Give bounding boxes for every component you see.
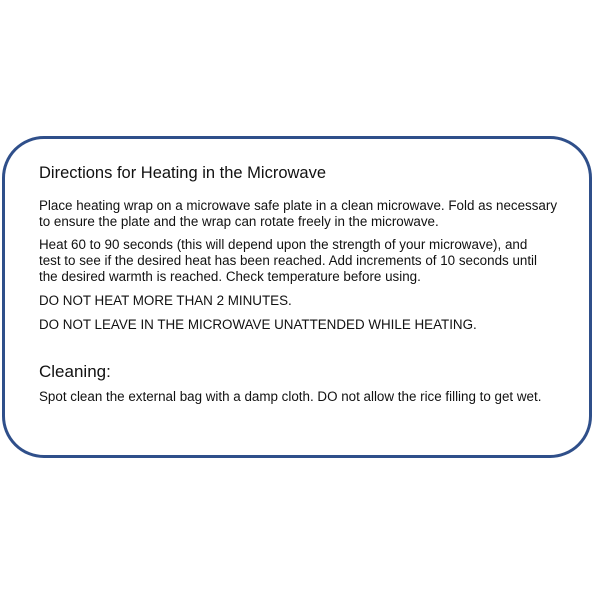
cleaning-title: Cleaning:: [39, 362, 111, 381]
warning-unattended: DO NOT LEAVE IN THE MICROWAVE UNATTENDED WHILE HEATING.: [39, 317, 477, 332]
heating-para2-line1: Heat 60 to 90 seconds (this will depend upon the strength of your microwave), and: [39, 237, 528, 252]
warning-max-time: DO NOT HEAT MORE THAN 2 MINUTES.: [39, 293, 292, 308]
heating-para2-line2: test to see if the desired heat has been reached. Add increments of 10 seconds until: [39, 253, 538, 268]
heating-para1-line1: Place heating wrap on a microwave safe plate in a clean microwave. Fold as necessary: [39, 198, 558, 213]
cleaning-text: Spot clean the external bag with a damp cloth. DO not allow the rice filling to get wet.: [39, 389, 542, 404]
heating-para2-line3: the desired warmth is reached. Check temperature before using.: [39, 269, 421, 284]
heating-para1-line2: to ensure the plate and the wrap can rotate freely in the microwave.: [39, 214, 439, 229]
heating-title: Directions for Heating in the Microwave: [39, 164, 327, 182]
